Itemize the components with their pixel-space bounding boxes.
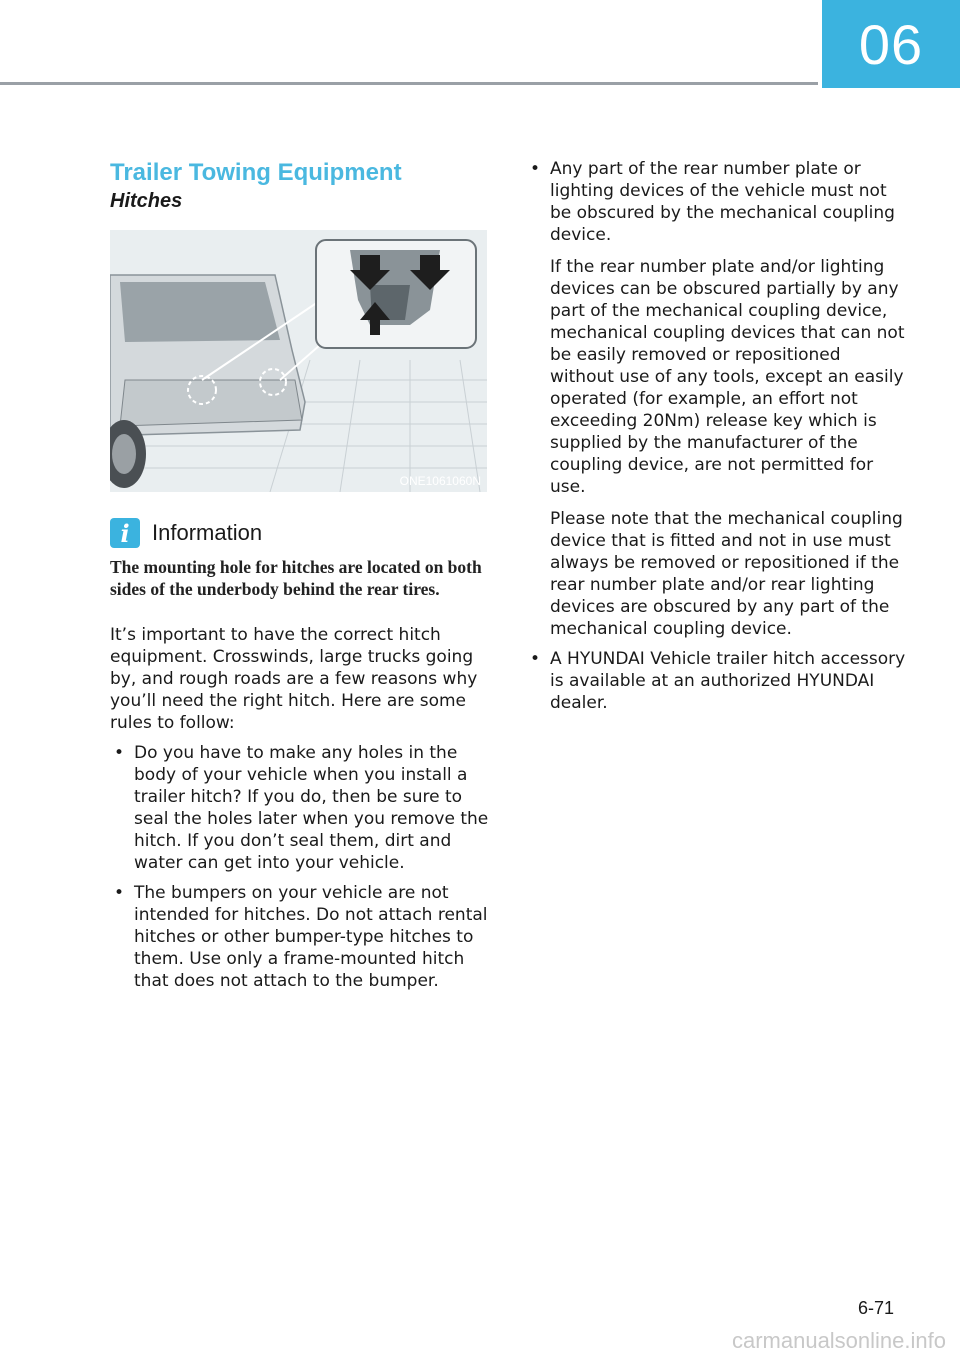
bullet-text: The bumpers on your vehicle are not intended for hitches. Do not attach rental hitches or other bumper-type hitches to them. Use only a frame-mounted hitch that does not attach to the bumper. — [134, 883, 488, 991]
left-column — [110, 158, 490, 1000]
figure-code: ONE1061060N — [399, 474, 481, 488]
bullet-text: Any part of the rear number plate or lighting devices of the vehicle must not be obscured by the mechanical coupling device. — [550, 159, 895, 245]
info-icon: i — [110, 518, 140, 548]
list-item — [110, 742, 490, 874]
header-rule — [0, 82, 818, 85]
bullet-text: A HYUNDAI Vehicle trailer hitch accessory is available at an authorized HYUNDAI dealer. — [550, 649, 906, 713]
left-bullet-list — [110, 742, 490, 992]
chapter-tab — [822, 0, 960, 88]
list-item — [110, 882, 490, 992]
section-subtitle: Hitches — [110, 190, 183, 212]
right-bullet-list — [526, 158, 906, 714]
bullet-icon: • — [114, 743, 125, 763]
intro-paragraph: It’s important to have the correct hitch equipment. Crosswinds, large trucks going by, and rough roads are a few reasons why you’ll need the right hitch. Here are some rules to follow: — [110, 625, 478, 733]
page-number: 6-71 — [857, 1298, 894, 1318]
bullet-text: If the rear number plate and/or lighting devices can be obscured partially by any part of the mechanical coupling device, mechanical coupling devices that can not be easily removed or repositioned without use of any tools, except an easily operated (for example, an effort not exceeding 20Nm) release key which is supplied by the manufacturer of the coupling device, are not permitted for use. — [550, 257, 905, 497]
information-title: Information — [152, 520, 263, 545]
section-title: Trailer Towing Equipment — [110, 159, 402, 186]
list-item — [526, 158, 906, 640]
watermark: carmanualsonline.info — [731, 1328, 946, 1353]
hitch-figure — [110, 230, 487, 492]
right-column — [526, 158, 906, 722]
bullet-text: Do you have to make any holes in the body of your vehicle when you install a trailer hitch? If you do, then be sure to seal the holes later when you remove the hitch. If you don’t seal them, dirt and water can get into your vehicle. — [134, 743, 489, 873]
bullet-text: Please note that the mechanical coupling device that is fitted and not in use must always be removed or repositioned if the rear number plate and/or rear lighting devices are obscured by any part of the mechanical coupling device. — [550, 509, 903, 639]
list-item — [526, 648, 906, 714]
bullet-icon: • — [114, 883, 125, 903]
bullet-icon: • — [530, 159, 541, 179]
information-text: The mounting hole for hitches are located on both sides of the underbody behind the rear tires. — [110, 557, 482, 599]
car-rear-hitch-illustration — [110, 230, 487, 492]
bullet-icon: • — [530, 649, 541, 669]
chapter-number: 06 — [858, 12, 924, 76]
information-header — [110, 518, 490, 548]
